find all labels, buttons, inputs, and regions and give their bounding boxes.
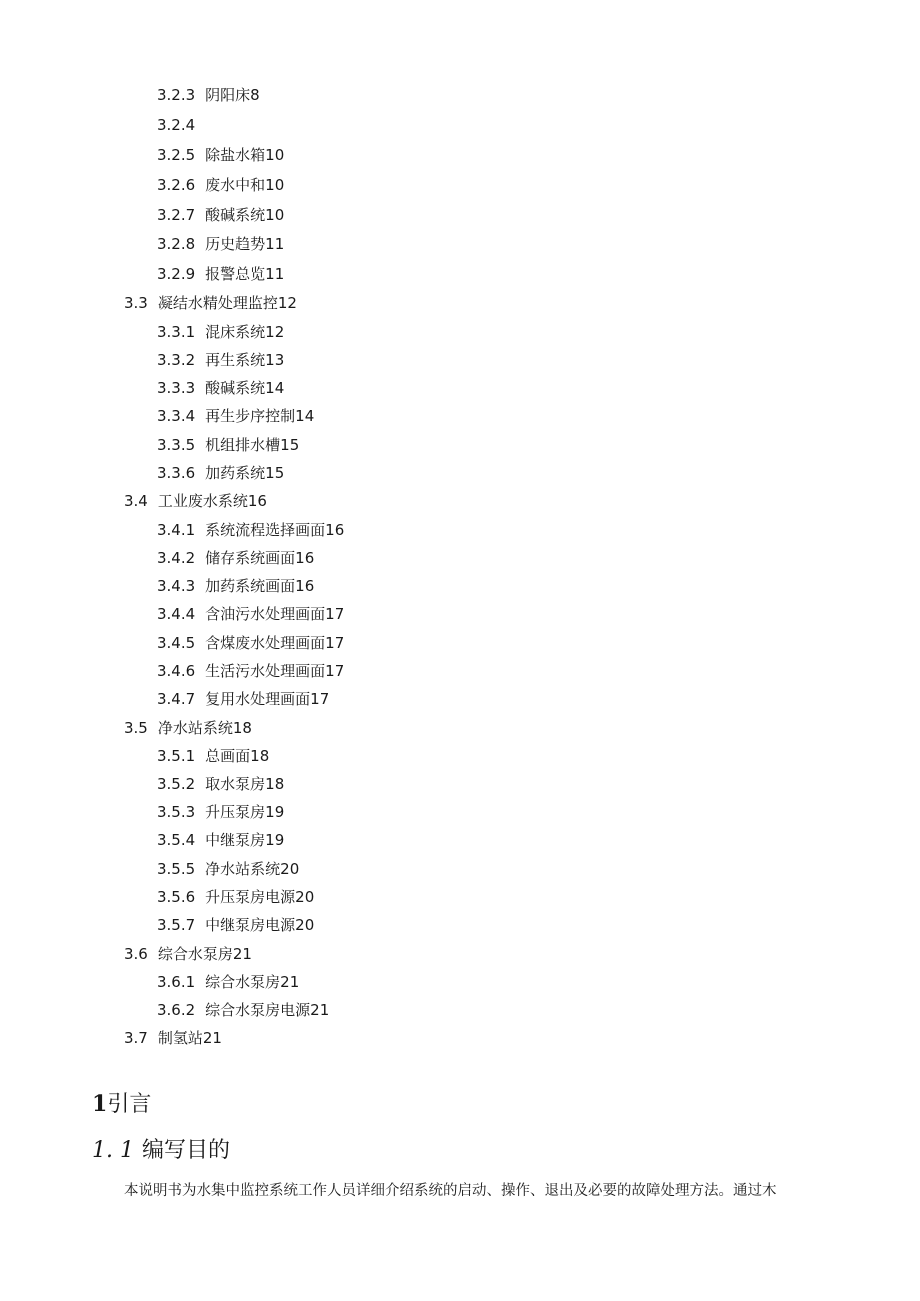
toc-number: 3.2.6 [157,176,196,194]
toc-number: 3.5.3 [157,803,196,821]
toc-entry[interactable] [157,435,299,455]
toc-entry[interactable] [124,293,297,313]
toc-title: 总画面18 [205,747,270,765]
toc-entry[interactable] [157,350,284,370]
toc-entry[interactable] [124,1028,222,1048]
toc-number: 3.2.5 [157,146,196,164]
toc-number: 3.4.7 [157,690,196,708]
toc-entry[interactable] [157,115,205,135]
toc-title: 报警总览11 [205,265,285,283]
toc-title: 废水中和10 [205,176,285,194]
toc-entry[interactable] [157,859,299,879]
toc-number: 3.2.9 [157,265,196,283]
body-paragraph: 本说明书为水集中监控系统工作人员详细介绍系统的启动、操作、退出及必要的故障处理方法。通过木 [124,1183,777,1199]
toc-title: 除盐水箱10 [205,146,285,164]
toc-title: 升压泵房电源20 [205,888,315,906]
toc-number: 3.3 [124,294,148,312]
toc-title: 工业废水系统16 [157,492,267,510]
toc-number: 3.5 [124,719,148,737]
toc-number: 3.3.3 [157,379,196,397]
toc-title: 酸碱系统14 [205,379,285,397]
section-title: 编写目的 [141,1138,230,1163]
toc-entry[interactable] [157,520,344,540]
toc-title: 阴阳床8 [205,86,260,104]
toc-entry[interactable] [157,633,344,653]
section-number: 1. 1 [92,1138,134,1163]
toc-entry[interactable] [157,406,314,426]
toc-number: 3.6.2 [157,1001,196,1019]
toc-number: 3.4.5 [157,634,196,652]
toc-entry[interactable] [157,915,314,935]
toc-entry[interactable] [157,264,284,284]
toc-number: 3.5.5 [157,860,196,878]
section-heading [92,1136,230,1166]
toc-title: 混床系统12 [205,323,285,341]
toc-title: 酸碱系统10 [205,206,285,224]
toc-title: 系统流程选择画面16 [205,521,345,539]
toc-title: 历史趋势11 [205,235,285,253]
toc-entry[interactable] [157,463,284,483]
toc-entry[interactable] [124,718,252,738]
toc-number: 3.4.6 [157,662,196,680]
toc-title: 净水站系统20 [205,860,300,878]
toc-entry[interactable] [157,1000,329,1020]
toc-title: 储存系统画面16 [205,549,315,567]
toc-number: 3.4.1 [157,521,196,539]
toc-title: 复用水处理画面17 [205,690,330,708]
toc-title: 净水站系统18 [157,719,252,737]
toc-title: 综合水泵房电源21 [205,1001,330,1019]
toc-number: 3.2.7 [157,206,196,224]
toc-entry[interactable] [157,746,269,766]
toc-number: 3.3.2 [157,351,196,369]
chapter-number: 1 [92,1091,108,1117]
toc-number: 3.7 [124,1029,148,1047]
toc-title: 含油污水处理画面17 [205,605,345,623]
toc-number: 3.3.1 [157,323,196,341]
toc-entry[interactable] [124,491,267,511]
toc-number: 3.2.8 [157,235,196,253]
toc-number: 3.5.6 [157,888,196,906]
toc-entry[interactable] [124,944,252,964]
toc-title: 再生步序控制14 [205,407,315,425]
toc-entry[interactable] [157,774,284,794]
toc-entry[interactable] [157,234,284,254]
toc-number: 3.3.5 [157,436,196,454]
toc-number: 3.6.1 [157,973,196,991]
toc-entry[interactable] [157,322,284,342]
toc-entry[interactable] [157,689,329,709]
toc-entry[interactable] [157,85,260,105]
toc-entry[interactable] [157,604,344,624]
toc-title: 加药系统画面16 [205,577,315,595]
toc-title: 中继泵房19 [205,831,285,849]
chapter-title: 引言 [107,1092,152,1117]
toc-entry[interactable] [157,576,314,596]
toc-title: 升压泵房19 [205,803,285,821]
toc-entry[interactable] [157,802,284,822]
toc-entry[interactable] [157,378,284,398]
toc-title: 凝结水精处理监控12 [157,294,297,312]
toc-number: 3.3.4 [157,407,196,425]
toc-entry[interactable] [157,972,299,992]
toc-title: 加药系统15 [205,464,285,482]
toc-number: 3.2.3 [157,86,196,104]
toc-title: 含煤废水处理画面17 [205,634,345,652]
toc-number: 3.3.6 [157,464,196,482]
toc-number: 3.5.2 [157,775,196,793]
toc-title: 取水泵房18 [205,775,285,793]
toc-number: 3.6 [124,945,148,963]
chapter-heading [92,1090,151,1119]
toc-number: 3.4.3 [157,577,196,595]
toc-title: 机组排水槽15 [205,436,300,454]
toc-title: 中继泵房电源20 [205,916,315,934]
toc-entry[interactable] [157,548,314,568]
toc-number: 3.5.4 [157,831,196,849]
toc-title: 综合水泵房21 [205,973,300,991]
toc-title: 综合水泵房21 [157,945,252,963]
toc-entry[interactable] [157,145,284,165]
toc-entry[interactable] [157,205,284,225]
toc-entry[interactable] [157,175,284,195]
toc-title: 生活污水处理画面17 [205,662,345,680]
toc-number: 3.5.7 [157,916,196,934]
toc-number: 3.5.1 [157,747,196,765]
toc-entry[interactable] [157,887,314,907]
toc-number: 3.2.4 [157,116,196,134]
toc-title: 制氢站21 [157,1029,222,1047]
toc-number: 3.4 [124,492,148,510]
toc-number: 3.4.2 [157,549,196,567]
toc-title: 再生系统13 [205,351,285,369]
toc-entry[interactable] [157,661,344,681]
toc-number: 3.4.4 [157,605,196,623]
toc-entry[interactable] [157,830,284,850]
